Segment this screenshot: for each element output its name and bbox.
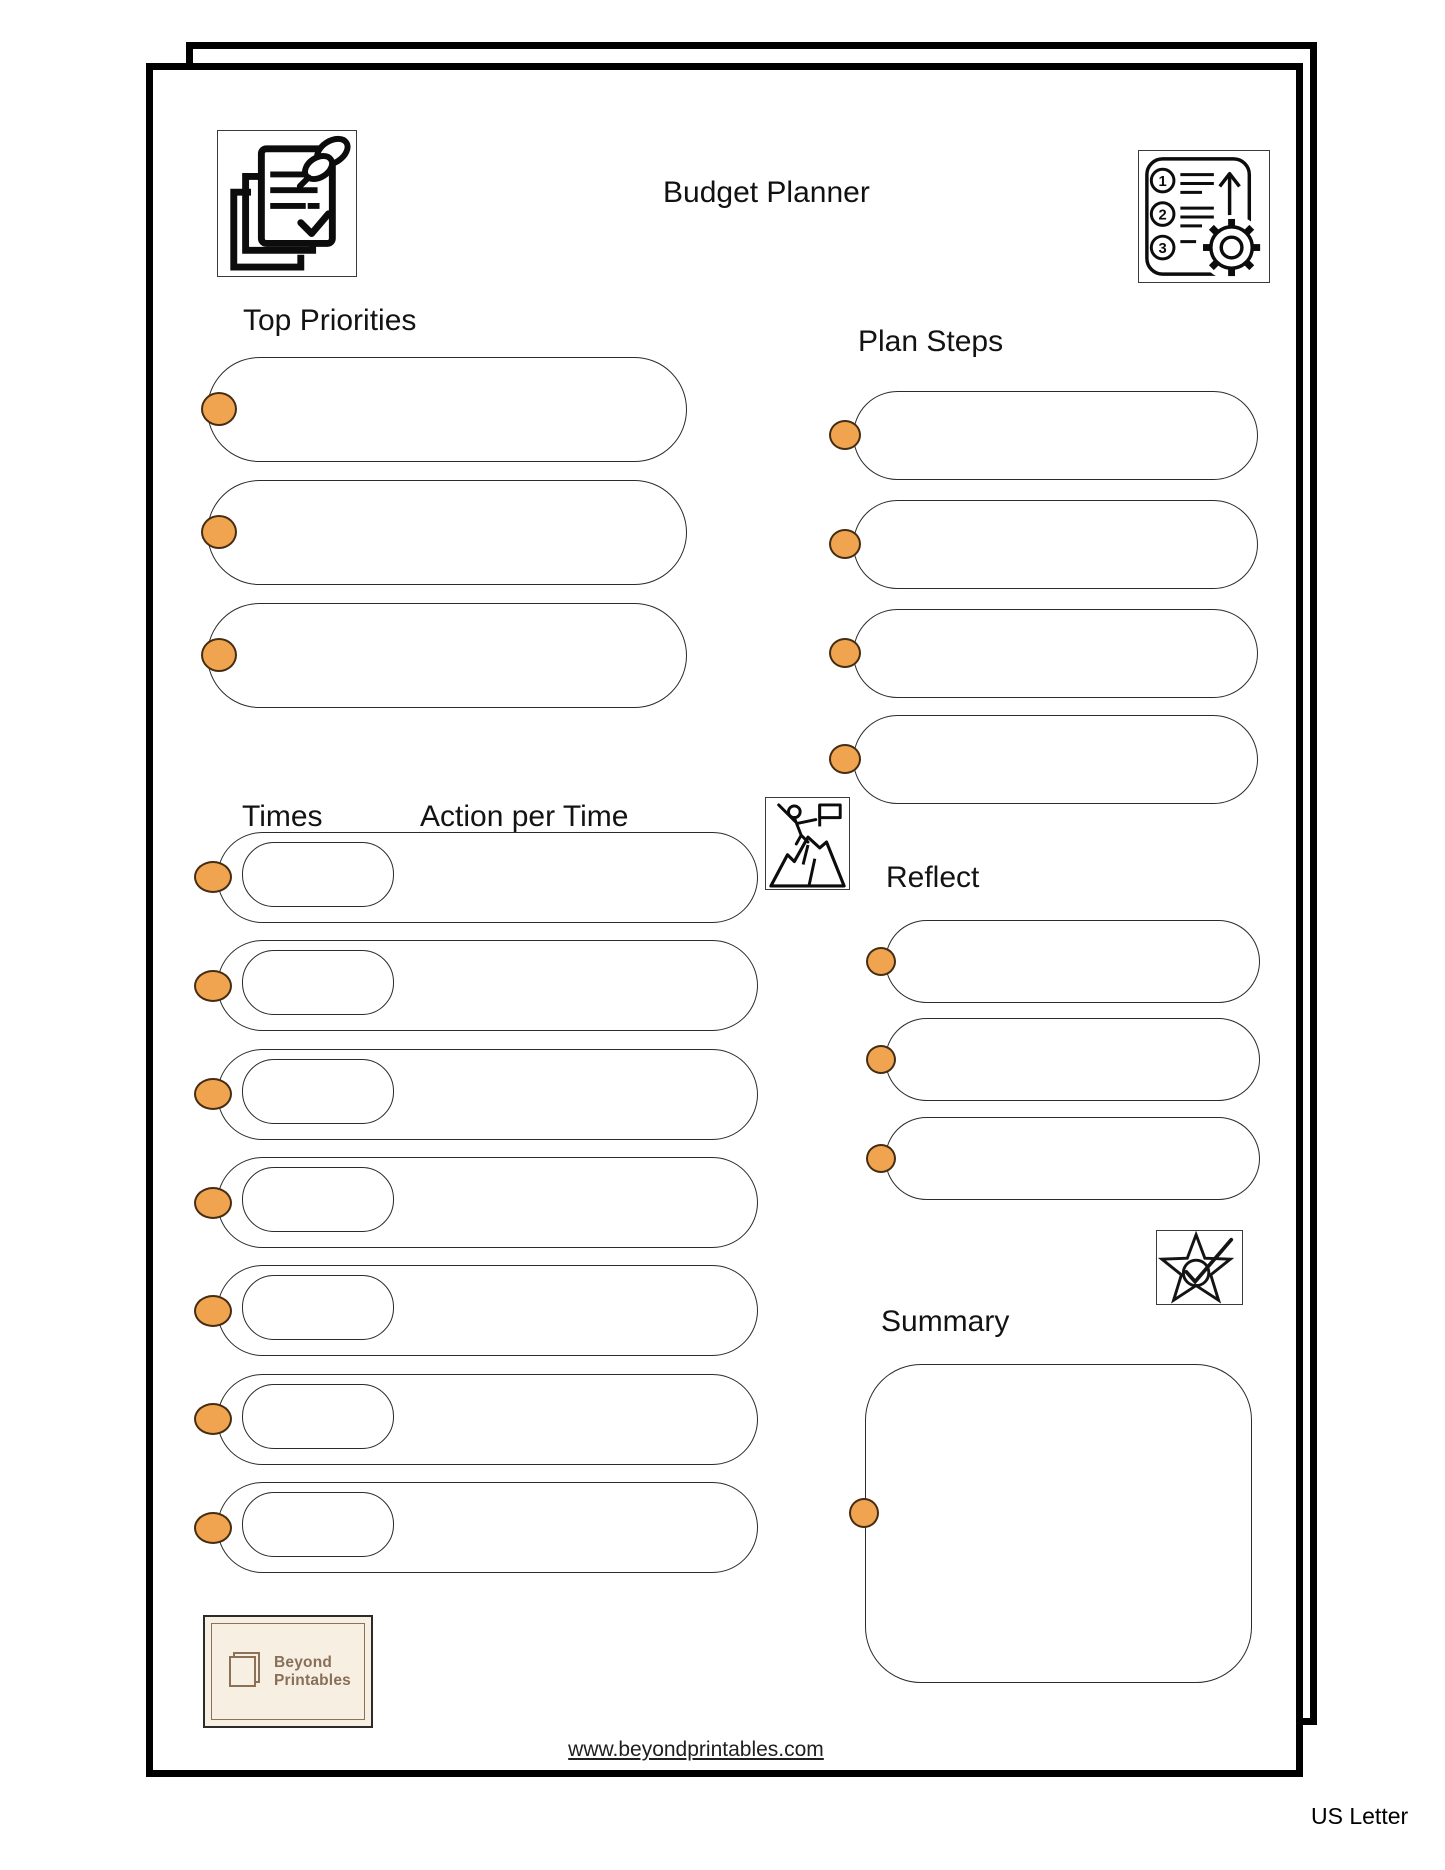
summary-heading: Summary xyxy=(881,1305,1010,1338)
svg-text:2: 2 xyxy=(1158,207,1167,224)
action-per-time-heading: Action per Time xyxy=(420,800,629,833)
svg-text:1: 1 xyxy=(1158,173,1167,190)
reflect-heading: Reflect xyxy=(886,861,980,894)
time-field[interactable] xyxy=(242,1492,394,1557)
bullet-dot xyxy=(829,420,861,450)
time-field[interactable] xyxy=(242,842,394,907)
summary-field[interactable] xyxy=(865,1364,1252,1683)
bullet-dot xyxy=(849,1498,879,1528)
times-heading: Times xyxy=(242,800,323,833)
paper-size-label: US Letter xyxy=(1311,1803,1409,1829)
plan-step-field[interactable] xyxy=(853,391,1258,480)
bullet-dot xyxy=(866,947,896,976)
stacked-pages-icon xyxy=(225,1650,265,1693)
website-link[interactable]: www.beyondprintables.com xyxy=(568,1738,824,1761)
reflect-field[interactable] xyxy=(885,1018,1260,1101)
time-field[interactable] xyxy=(242,950,394,1015)
pinned-documents-icon xyxy=(217,130,357,277)
plan-step-field[interactable] xyxy=(853,500,1258,589)
bullet-dot xyxy=(866,1045,896,1074)
numbered-list-gear-icon xyxy=(1138,150,1270,283)
bullet-dot xyxy=(194,1295,232,1327)
bullet-dot xyxy=(194,1187,232,1219)
bullet-dot xyxy=(194,1403,232,1435)
plan-step-field[interactable] xyxy=(853,715,1258,804)
bullet-dot xyxy=(201,392,237,426)
plan-steps-heading: Plan Steps xyxy=(858,325,1004,358)
bullet-dot xyxy=(194,1078,232,1110)
bullet-dot xyxy=(201,638,237,672)
svg-text:3: 3 xyxy=(1158,240,1167,257)
plan-step-field[interactable] xyxy=(853,609,1258,698)
bullet-dot xyxy=(866,1144,896,1173)
time-field[interactable] xyxy=(242,1384,394,1449)
bullet-dot xyxy=(194,861,232,893)
reflect-field[interactable] xyxy=(885,920,1260,1003)
time-field[interactable] xyxy=(242,1275,394,1340)
bullet-dot xyxy=(829,529,861,559)
beyond-printables-logo xyxy=(203,1615,373,1728)
bullet-dot xyxy=(829,744,861,774)
bullet-dot xyxy=(194,970,232,1002)
star-checkmark-icon xyxy=(1156,1230,1243,1305)
time-field[interactable] xyxy=(242,1167,394,1232)
bullet-dot xyxy=(829,638,861,668)
priority-field[interactable] xyxy=(207,480,687,585)
bullet-dot xyxy=(194,1512,232,1544)
bullet-dot xyxy=(201,515,237,549)
logo-wordmark xyxy=(274,1654,351,1689)
logo-line2: Printables xyxy=(274,1671,351,1689)
time-field[interactable] xyxy=(242,1059,394,1124)
top-priorities-heading: Top Priorities xyxy=(243,304,417,337)
logo-line1: Beyond xyxy=(274,1654,333,1672)
logo-frame xyxy=(211,1623,365,1720)
mountain-climber-flag-icon xyxy=(765,797,850,890)
page-title: Budget Planner xyxy=(663,176,870,209)
reflect-field[interactable] xyxy=(885,1117,1260,1200)
priority-field[interactable] xyxy=(207,603,687,708)
priority-field[interactable] xyxy=(207,357,687,462)
